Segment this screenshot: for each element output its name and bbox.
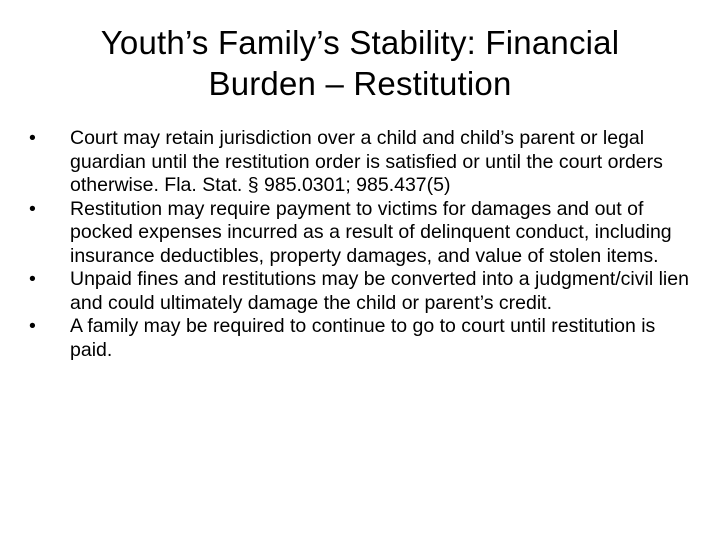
bullet-item-court-attendance — [28, 315, 698, 362]
bullet-marker: • — [29, 197, 36, 220]
slide-title — [30, 22, 690, 104]
slide-title-line-2: Burden – Restitution — [208, 65, 512, 102]
bullet-list — [28, 127, 698, 362]
bullet-item-jurisdiction — [28, 127, 698, 198]
bullet-text-payment: Restitution may require payment to victims for damages and out of pocked expenses incurred as a result of delinquent conduct, including insurance deductibles, property damages, and value of stolen items. — [70, 197, 672, 267]
slide-title-line-1: Youth’s Family’s Stability: Financial — [100, 24, 620, 61]
bullet-text-court-attendance: A family may be required to continue to go to court until restitution is paid. — [70, 315, 656, 361]
bullet-item-payment — [28, 198, 698, 269]
bullet-item-unpaid-fines — [28, 268, 698, 315]
bullet-marker: • — [29, 127, 36, 149]
bullet-marker: • — [29, 268, 36, 290]
bullet-text-jurisdiction: Court may retain jurisdiction over a child and child’s parent or legal guardian until the restitution order is satisfied or until the court orders otherwise. Fla. Stat. § 985.0301; 985.437(5) — [70, 127, 663, 196]
bullet-marker: • — [29, 315, 36, 337]
bullet-text-unpaid-fines: Unpaid fines and restitutions may be converted into a judgment/civil lien and could ultimately damage the child or parent’s credit. — [70, 268, 689, 314]
